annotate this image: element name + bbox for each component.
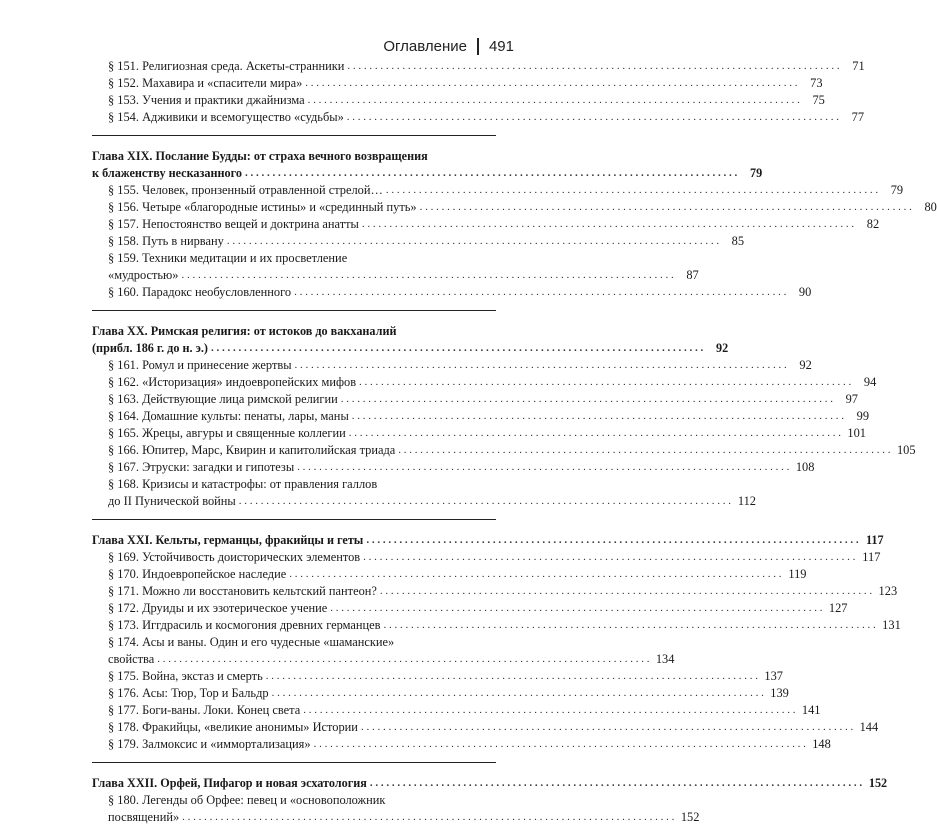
- header-title: Оглавление: [383, 37, 467, 55]
- toc-entry[interactable]: § 168. Кризисы и катастрофы: от правления галлов до II Пунической войны . . . 112: [92, 476, 496, 510]
- chapter-divider: [92, 135, 496, 136]
- header-divider: [477, 38, 479, 55]
- toc-entry[interactable]: § 159. Техники медитации и их просветление «мудростью» . . . 87: [92, 250, 496, 284]
- toc-entry[interactable]: § 158. Путь в нирвану . . . 85: [92, 233, 496, 250]
- chapter-divider: [92, 519, 496, 520]
- toc-entry[interactable]: § 177. Боги-ваны. Локи. Конец света . . . 141: [92, 702, 496, 719]
- toc-entry[interactable]: § 161. Ромул и принесение жертвы . . . 92: [92, 357, 496, 374]
- running-header: [383, 36, 514, 56]
- toc-entry[interactable]: § 178. Фракийцы, «великие анонимы» Истории . . . 144: [92, 719, 496, 736]
- toc-entry[interactable]: § 152. Махавира и «спасители мира» . . . 73: [92, 75, 496, 92]
- chapter-divider: [92, 762, 496, 763]
- toc-entry[interactable]: § 157. Непостоянство вещей и доктрина анатты . . . 82: [92, 216, 496, 233]
- toc-entry[interactable]: § 170. Индоевропейское наследие . . . 119: [92, 566, 496, 583]
- toc-entry[interactable]: § 175. Война, экстаз и смерть . . . 137: [92, 668, 496, 685]
- toc-entry[interactable]: § 171. Можно ли восстановить кельтский пантеон? . . . 123: [92, 583, 496, 600]
- toc-entry[interactable]: § 176. Асы: Тюр, Тор и Бальдр . . . 139: [92, 685, 496, 702]
- toc-entry[interactable]: § 180. Легенды об Орфее: певец и «основоположник посвящений» . . . 152: [92, 792, 496, 826]
- toc-entry[interactable]: § 163. Действующие лица римской религии . . . 97: [92, 391, 496, 408]
- page-number: 491: [488, 37, 514, 55]
- toc-entry[interactable]: § 166. Юпитер, Марс, Квирин и капитолийская триада . . . 105: [92, 442, 496, 459]
- toc-entry[interactable]: § 172. Друиды и их эзотерическое учение . . . 127: [92, 600, 496, 617]
- chapter-heading[interactable]: Глава XXII. Орфей, Пифагор и новая эсхатология . . . 152: [92, 775, 496, 792]
- toc-entry[interactable]: § 173. Иггдрасиль и космогония древних германцев . . . 131: [92, 617, 496, 634]
- chapter-heading[interactable]: Глава XIX. Послание Будды: от страха вечного возвращения к блаженству несказанного . . . 79: [92, 148, 496, 182]
- toc-entry[interactable]: § 156. Четыре «благородные истины» и «срединный путь» . . . 80: [92, 199, 496, 216]
- chapter-heading[interactable]: Глава XXI. Кельты, германцы, фракийцы и геты . . . 117: [92, 532, 496, 549]
- chapter-divider: [92, 310, 496, 311]
- toc-entry[interactable]: § 179. Залмоксис и «иммортализация» . . . 148: [92, 736, 496, 753]
- toc-entry[interactable]: § 155. Человек, пронзенный отравленной стрелой… . . . 79: [92, 182, 496, 199]
- toc-entry[interactable]: § 167. Этруски: загадки и гипотезы . . . 108: [92, 459, 496, 476]
- toc-entry[interactable]: § 162. «Историзация» индоевропейских мифов . . . 94: [92, 374, 496, 391]
- toc-entry[interactable]: § 174. Асы и ваны. Один и его чудесные «шаманские» свойства . . . 134: [92, 634, 496, 668]
- toc-entry[interactable]: § 160. Парадокс необусловленного . . . 90: [92, 284, 496, 301]
- toc-entry[interactable]: § 153. Учения и практики джайнизма . . . 75: [92, 92, 496, 109]
- toc-entry[interactable]: § 165. Жрецы, авгуры и священные коллегии . . . 101: [92, 425, 496, 442]
- chapter-heading[interactable]: Глава XX. Римская религия: от истоков до вакханалий (прибл. 186 г. до н. э.) . . . 92: [92, 323, 496, 357]
- toc-entry[interactable]: § 154. Адживики и всемогущество «судьбы» . . . 77: [92, 109, 496, 126]
- toc-entry[interactable]: § 151. Религиозная среда. Аскеты-странники . . . 71: [92, 58, 496, 75]
- toc-entry[interactable]: § 169. Устойчивость доисторических элементов . . . 117: [92, 549, 496, 566]
- table-of-contents: [92, 58, 937, 826]
- toc-entry[interactable]: § 164. Домашние культы: пенаты, лары, маны . . . 99: [92, 408, 496, 425]
